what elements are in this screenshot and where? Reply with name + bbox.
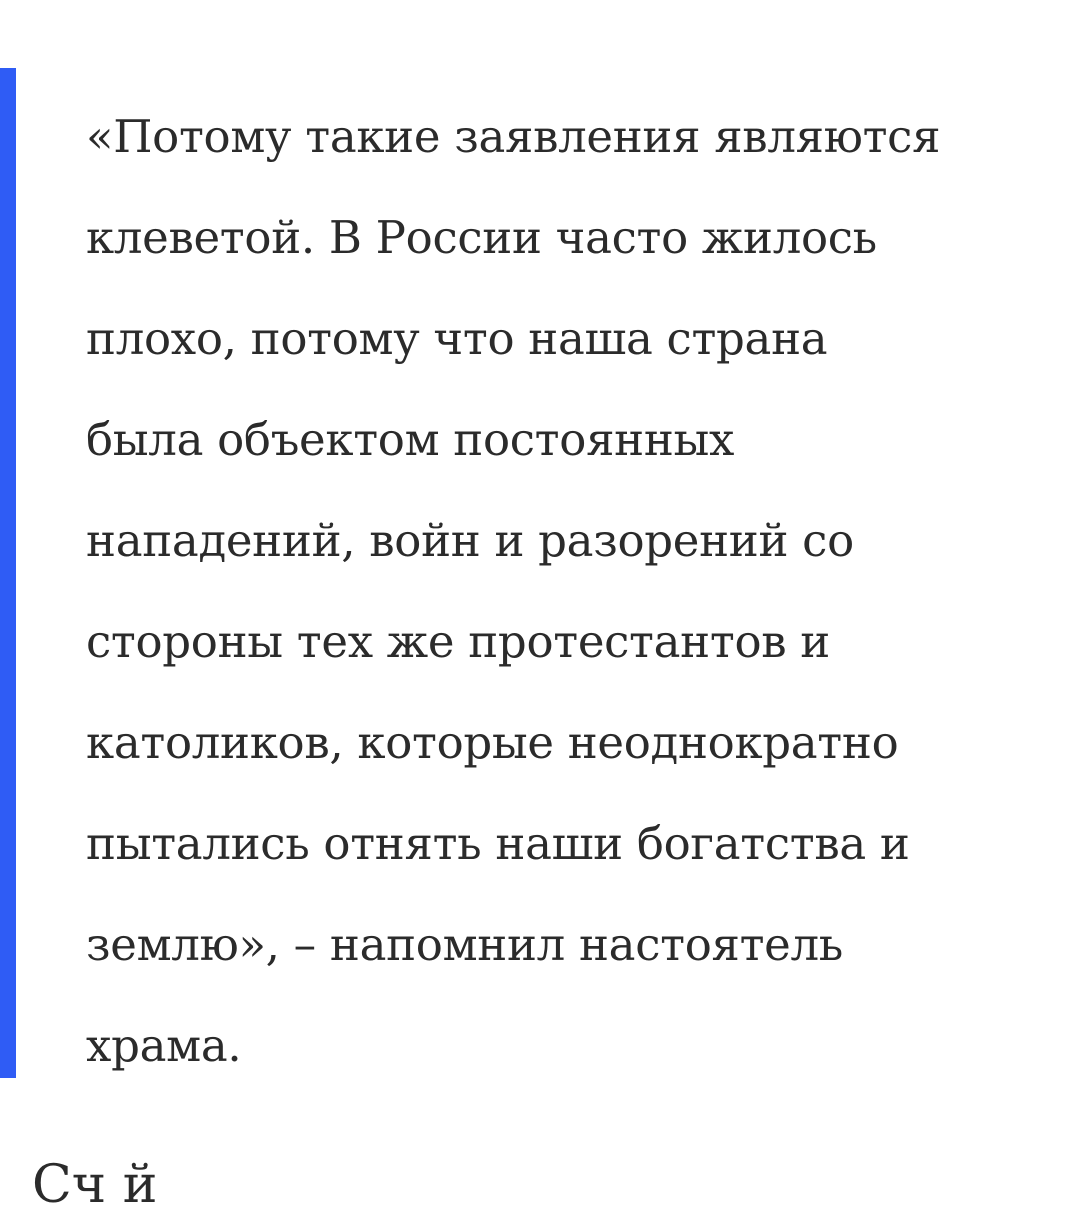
quote-line: пытались отнять наши богатства и <box>86 817 910 870</box>
blockquote <box>0 68 1079 1078</box>
quote-text <box>86 86 1061 1096</box>
quote-line: стороны тех же протестантов и <box>86 615 830 668</box>
quote-line: была объектом постоянных <box>86 413 735 466</box>
quote-line: землю», – напомнил настоятель <box>86 918 843 971</box>
quote-line: католиков, которые неоднократно <box>86 716 899 769</box>
quote-line: плохо, потому что наша страна <box>86 312 828 365</box>
quote-line: клеветой. В России часто жилось <box>86 211 877 264</box>
quote-line: нападений, войн и разорений со <box>86 514 854 567</box>
quote-accent-bar <box>0 68 16 1078</box>
quote-line: «Потому такие заявления являются <box>86 110 941 163</box>
next-paragraph-partial: Сч й <box>32 1155 158 1215</box>
quote-line: храма. <box>86 1019 242 1072</box>
